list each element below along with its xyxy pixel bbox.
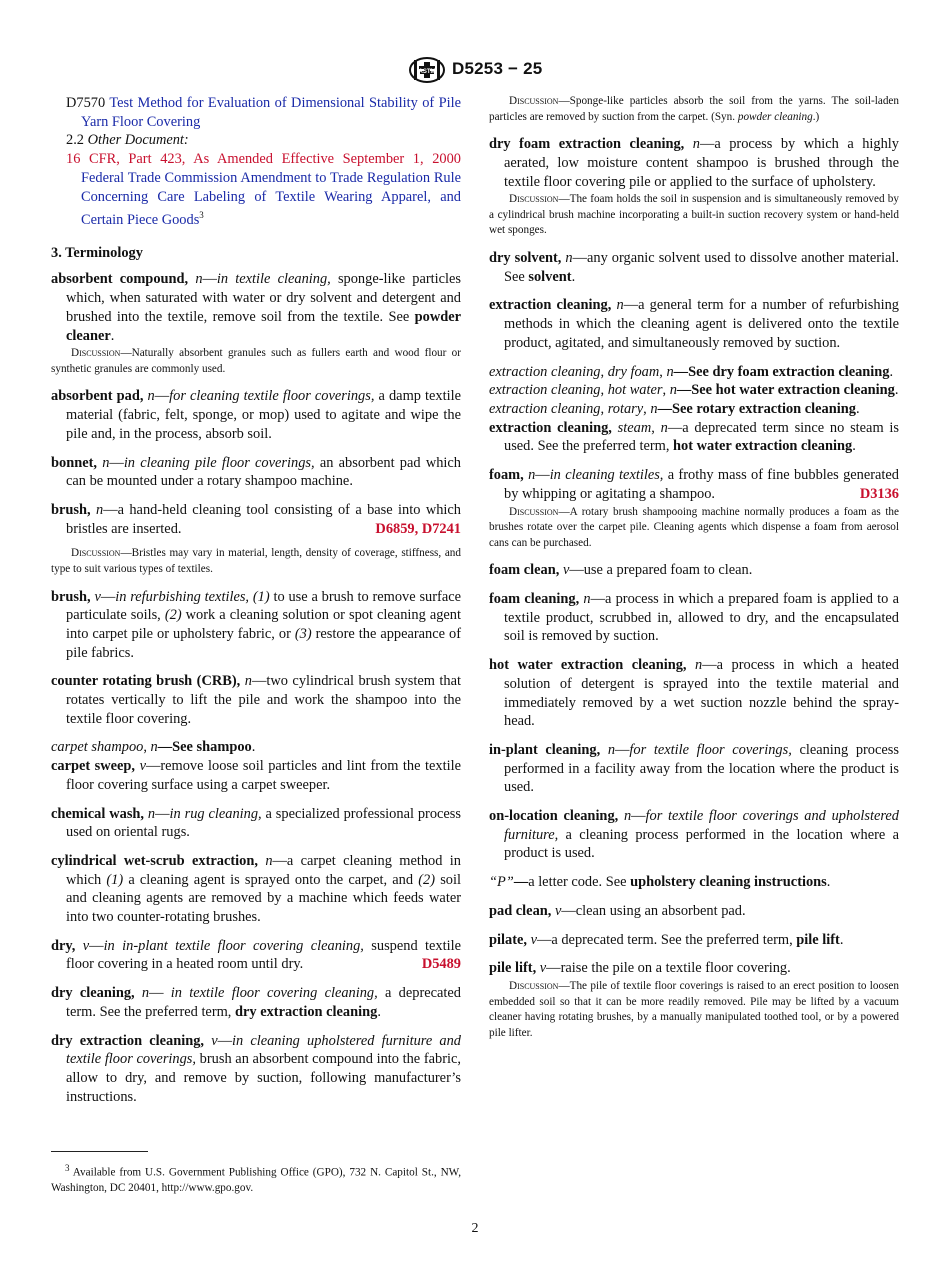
discussion: Discussion—A rotary brush shampooing machine normally produces a foam as the brushes rotate over the carpet pile. Cleaning agents which dispense a foam from aerosol cans can be purchased.	[489, 505, 899, 549]
reference-d7570	[51, 94, 461, 131]
term-counter-rotating-brush: counter rotating brush (CRB), n—two cylindrical brush system that rotates vertically to lift the pile and work the shampoo into the textile floor covering.	[51, 673, 461, 727]
page-header	[0, 57, 950, 85]
term-extraction-dry-foam: extraction cleaning, dry foam, n—See dry foam extraction cleaning.	[489, 363, 894, 380]
logo-text: ASTM	[418, 69, 436, 75]
term-extraction-hot-water: extraction cleaning, hot water, n—See hot water extraction cleaning.	[489, 382, 899, 399]
term-dry-cleaning: dry cleaning, n— in textile floor covering cleaning, a deprecated term. See the preferred term, dry extraction cleaning.	[51, 985, 461, 1020]
term-in-plant-cleaning: in-plant cleaning, n—for textile floor coverings, cleaning process performed in a facility away from the location where the product is used.	[489, 741, 899, 796]
discussion: Discussion—Bristles may vary in material, length, density of coverage, stiffness, and type to suit various types of textiles.	[51, 547, 461, 575]
term-pad-clean: pad clean, v—clean using an absorbent pad.	[489, 902, 746, 919]
right-column	[489, 94, 899, 1041]
ref-d6859[interactable]: D6859	[375, 520, 415, 537]
left-column	[51, 94, 461, 1106]
discussion: Discussion—The foam holds the soil in suspension and is simultaneously removed by a cylindrical brush machine incorporating a built-in suction recovery system or hand-held wet sponges.	[489, 193, 899, 237]
ref-d7241[interactable]: D7241	[421, 520, 461, 537]
ref-code: D7570	[66, 95, 106, 111]
term-extraction-cleaning: extraction cleaning, n—a general term for a number of refurbishing methods in which the cleaning agent is delivered onto the textile product, agitated, and simultaneously removed by suction.	[489, 297, 899, 351]
term-chemical-wash: chemical wash, n—in rug cleaning, a specialized professional process used on oriental rugs.	[51, 805, 461, 841]
term-hot-water-extraction: hot water extraction cleaning, n—a process in which a heated solution of detergent is sprayed into the textile material and immediately removed by a wet suction nozzle behind the spray-head.	[489, 657, 899, 730]
other-documents-heading: 2.2 Other Document:	[66, 132, 189, 149]
page-number: 2	[471, 1221, 479, 1236]
term-carpet-shampoo: carpet shampoo, n—See shampoo.	[51, 739, 256, 756]
term-extraction-rotary: extraction cleaning, rotary, n—See rotary extraction cleaning.	[489, 401, 860, 417]
term-extraction-steam: extraction cleaning, steam, n—a deprecated term since no steam is used. See the preferred term, hot water extraction cleaning.	[489, 419, 900, 455]
discussion: Discussion—The pile of textile floor coverings is raised to an erect position to loosen embedded soil so that it can be more readily removed. Pile may be lifted by a vacuum cleaner having rotating brushes, by a manually manipulated toothed tool, or by a powered pile lifter.	[489, 979, 899, 1039]
term-bonnet: bonnet, n—in cleaning pile floor coverings, an absorbent pad which can be mounted under a rotary shampoo machine.	[51, 454, 461, 490]
section-heading-terminology: 3. Terminology	[51, 244, 143, 261]
term-brush-verb: brush, v—in refurbishing textiles, (1) to use a brush to remove surface particulate soils, (2) work a cleaning solution or spot cleaning agent into carpet pile or upholstery fabric, or (3) restore the appearance of pile fabrics.	[51, 588, 461, 661]
term-carpet-sweep: carpet sweep, v—remove loose soil particles and lint from the textile floor covering surface using a carpet sweeper.	[51, 758, 461, 793]
cfr-code: 16 CFR, Part 423, As Amended Effective September 1, 2000	[66, 151, 461, 168]
ref-d3136[interactable]: D3136	[859, 485, 899, 502]
term-pile-lift: pile lift, v—raise the pile on a textile floor covering.	[489, 960, 791, 977]
footnote: $^3$ Available from U.S. Government Publishing Office (GPO), 732 N. Capitol St., NW, Washington, DC 20401, http://www.gpo.gov.	[51, 1163, 461, 1195]
term-on-location-cleaning: on-location cleaning, n—for textile floor coverings and upholstered furniture, a cleaning process performed in the location where a product is used.	[489, 808, 899, 862]
term-dry-foam-extraction: dry foam extraction cleaning, n—a process by which a highly aerated, low moisture content shampoo is brushed through the textile floor covering pile or applied to the surface of upholstery.	[489, 136, 899, 190]
ref-d5489[interactable]: D5489	[421, 956, 461, 973]
footnote-divider	[51, 1151, 148, 1152]
term-cylindrical-wet-scrub: cylindrical wet-scrub extraction, n—a carpet cleaning method in which (1) a cleaning agent is sprayed onto the carpet, and (2) soil and cleaning agents are removed by a machine which feeds water into two counter-rotating brushes.	[51, 852, 462, 926]
discussion: Discussion—Sponge-like particles absorb the soil from the yarns. The soil-laden particles are removed by suction from the carpet. (Syn. powder cleaning.)	[489, 95, 899, 123]
cfr-title-link[interactable]: Federal Trade Commission Amendment to Trade Regulation Rule Concerning Care Labeling of Textile Wearing Apparel, and Certain Piece Goods	[81, 169, 461, 229]
document-id: D5253 − 25	[452, 59, 543, 78]
footnote-marker[interactable]: 3	[199, 210, 204, 221]
ref-title-link[interactable]: Test Method for Evaluation of Dimensional Stability of Pile Yarn Floor Covering	[81, 95, 461, 130]
term-foam-cleaning: foam cleaning, n—a process in which a prepared foam is applied to a textile product, scrubbed in, allowed to dry, and the encapsulated soil is removed by suction.	[489, 591, 899, 645]
term-dry-extraction-cleaning: dry extraction cleaning, v—in cleaning upholstered furniture and textile floor coverings, brush an absorbent compound into the fabric, allow to dry, and remove by suction, following manufacturer’s instructions.	[51, 1032, 462, 1105]
term-absorbent-pad: absorbent pad, n—for cleaning textile floor coverings, a damp textile material (fabric, felt, sponge, or mop) used to agitate and wipe the pile and, in the process, absorb soil.	[51, 388, 461, 442]
term-dry-solvent: dry solvent, n—any organic solvent used to dissolve another material. See solvent.	[489, 250, 899, 285]
term-foam: foam, n—in cleaning textiles, a frothy mass of fine bubbles generated by whipping or agitating a shampoo. D3136	[489, 467, 899, 502]
term-foam-clean: foam clean, v—use a prepared foam to clean.	[489, 562, 753, 579]
astm-logo-icon	[408, 57, 446, 83]
term-brush-noun: brush, n—a hand-held cleaning tool consisting of a base into which bristles are inserted. D6859, D7241	[51, 501, 461, 537]
term-absorbent-compound: absorbent compound, n—in textile cleaning, sponge-like particles which, when saturated with water or dry solvent and detergent and brushed into the textile, remove soil from the textile. See powder cleaner.	[51, 271, 461, 344]
discussion: Discussion—Naturally absorbent granules such as fullers earth and wood flour or synthetic granules are commonly used.	[51, 347, 461, 375]
term-pilate: pilate, v—a deprecated term. See the preferred term, pile lift.	[489, 931, 844, 948]
reference-cfr	[51, 150, 461, 230]
term-p-code: “P”—a letter code. See upholstery cleaning instructions.	[489, 874, 831, 891]
term-dry: dry, v—in in-plant textile floor covering cleaning, suspend textile floor covering in a heated room until dry. D5489	[51, 937, 461, 973]
